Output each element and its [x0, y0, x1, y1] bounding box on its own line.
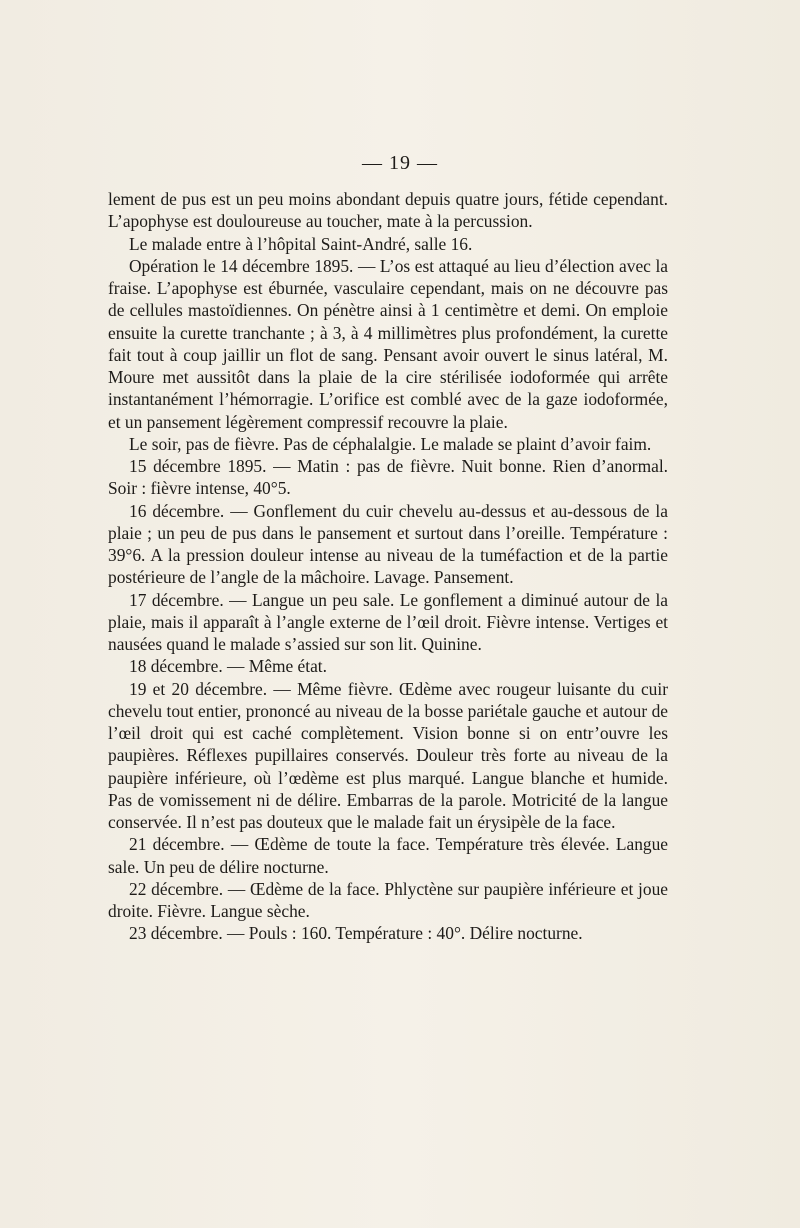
paragraph-evening: Le soir, pas de fièvre. Pas de céphalalgie. Le malade se plaint d’avoir faim.: [129, 433, 652, 454]
page-number: — 19 —: [362, 152, 438, 174]
paragraph-dec-23: 23 décembre. — Pouls : 160. Température : 40°. Délire nocturne.: [129, 923, 583, 944]
body-text: [108, 188, 668, 945]
paragraph-dec-15: 15 décembre 1895. — Matin : pas de fièvre. Nuit bonne. Rien d’anormal. Soir : fièvre intense, 40°5.: [108, 456, 668, 499]
paragraph-dec-22: 22 décembre. — Œdème de la face. Phlyctène sur paupière inférieure et joue droite. Fièvre. Langue sèche.: [108, 878, 668, 921]
paragraph-dec-16: 16 décembre. — Gonflement du cuir chevelu au-dessus et au-dessous de la plaie ; un peu de pus dans le pansement et surtout dans l’oreille. Température : 39°6. A la pression douleur intense au niveau de la tuméfaction et de la partie postérieure de l’angle de la mâchoire. Lavage. Pansement.: [108, 500, 668, 588]
paragraph-dec-18: 18 décembre. — Même état.: [129, 656, 327, 677]
paragraph-dec-17: 17 décembre. — Langue un peu sale. Le gonflement a diminué autour de la plaie, mais il apparaît à l’angle externe de l’œil droit. Fièvre intense. Vertiges et nausées quand le malade s’assied sur son lit. Quinine.: [108, 589, 668, 654]
paragraph-continuation: lement de pus est un peu moins abondant depuis quatre jours, fétide cependant. L’apophyse est douloureuse au toucher, mate à la percussion.: [108, 189, 668, 232]
paragraph-admission: Le malade entre à l’hôpital Saint-André, salle 16.: [129, 233, 473, 254]
paragraph-operation: Opération le 14 décembre 1895. — L’os est attaqué au lieu d’élection avec la fraise. L’apophyse est éburnée, vasculaire cependant, mais on ne découvre pas de cellules mastoïdiennes. On pénètre ainsi à 1 centimètre et demi. On emploie ensuite la curette tranchante ; à 3, à 4 millimètres plus profondément, la curette fait tout à coup jaillir un flot de sang. Pensant avoir ouvert le sinus latéral, M. Moure met aussitôt dans la plaie de la cire stérilisée iodoformée qui arrête instantanément l’hémorragie. L’orifice est comblé avec de la gaze iodoformée, et un pansement légèrement compressif recouvre la plaie.: [108, 255, 668, 432]
paragraph-dec-21: 21 décembre. — Œdème de toute la face. Température très élevée. Langue sale. Un peu de délire nocturne.: [108, 834, 668, 877]
paragraph-dec-19-20: 19 et 20 décembre. — Même fièvre. Œdème avec rougeur luisante du cuir chevelu tout entier, prononcé au niveau de la bosse pariétale gauche et autour de l’œil droit qui est caché complètement. Vision bonne si on entr’ouvre les paupières. Réflexes pupillaires conservés. Douleur très forte au niveau de la paupière inférieure, où l’œdème est plus marqué. Langue blanche et humide. Pas de vomissement ni de délire. Embarras de la parole. Motricité de la langue conservée. Il n’est pas douteux que le malade fait un érysipèle de la face.: [108, 678, 668, 832]
